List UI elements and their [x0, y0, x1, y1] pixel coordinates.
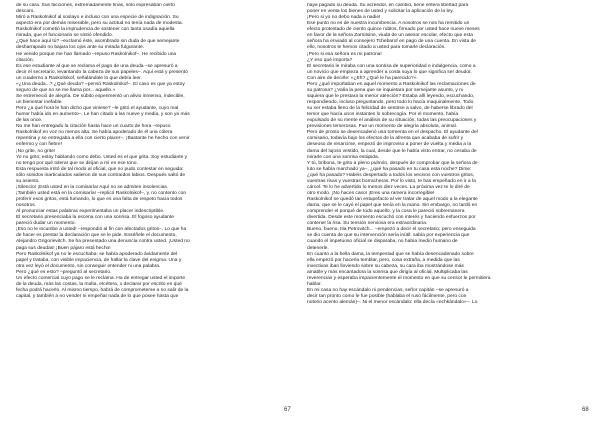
text-line: previsiones temerosas. Fue un momento de alegría absoluta, animal.: [307, 124, 458, 130]
text-line: mirarle con una sonrisa estúpida.: [307, 154, 380, 160]
text-line: En cuanto a la bella dama, la tempestad que se había desencadenado sobre: [307, 251, 474, 257]
text-line: dama del lujoso vestido, la cual, desde que le había visto entrar, no cesaba de: [307, 148, 477, 154]
text-line: de su cara. Sus facciones, extremadamente finas, sólo expresaban cierto: [16, 3, 176, 8]
text-line: de las once.: [16, 118, 43, 124]
text-line: Raskolnikof en voz no menos alta. Se había apoderado de él una cólera: [16, 130, 173, 136]
text-line: siquiera que le prestara la menor atención? Estaba allí leyendo, escuchando,: [307, 93, 475, 99]
text-line: Alejandro Grigorievitch. Se ha presentado una denuncia contra usted. ¡Usted no: [16, 239, 190, 245]
text-line: se dio cuenta de que su intervención sería inútil: sabía por experiencia que: [307, 233, 470, 239]
text-line: un cuaderno a Raskolnikof, señalándole lo que debía leer.: [16, 75, 142, 81]
text-line: deseoso de resarcirse, empezó de improviso a poner de vuelta y media a la: [307, 142, 472, 148]
text-line: «¿Una deuda...? ¿Qué deuda? –pensó Raskolnikof–. El caso es que ya estoy: [16, 81, 185, 87]
text-line: Yo no grito; estoy hablando como debo. Usted es el que grita. Soy estudiante y: [16, 154, 188, 160]
text-line: su patrona? ¿Valía la pena que se inquietara por semejante asunto, y ni: [307, 87, 463, 93]
text-line: divertida. Desde este momento escuchó con interés y haciendo esfuerzos por: [307, 215, 476, 221]
text-line: El secretario le miraba con una sonrisa de superioridad e indulgencia, como a: [307, 63, 476, 69]
text-line: reverencias y esperaba impacientemente el momento en que su censor le permitiera: [307, 275, 491, 281]
text-line: haya pagado su deuda. Su acreedor, en cambio, tiene entera libertad para: [307, 3, 469, 8]
text-line: ¡Silencio! ¡Está usted en la comisaría! Aquí no se admiten insolencias.: [16, 184, 169, 190]
text-line: Raskolnikof cometió la imprudencia de sostener con tanta osadía aquella: [16, 27, 175, 33]
text-line: Raskolnikof se quedó tan estupefacto al ver tratar de aquel modo a la elegante: [307, 197, 478, 202]
text-line: Al pronunciar estas palabras experimentaba un placer indescriptible.: [16, 209, 165, 215]
text-line: otra vez leyó el documento, sin conseguir entender ni una palabra.: [16, 263, 161, 269]
text-line: ello, nosotros le hemos citado a usted para tomarle declaración.: [307, 45, 446, 51]
text-line: papel y trataba, con visible impaciencia, de hallar la clave del enigma. Una y: [16, 257, 182, 263]
text-line: hablar.: [307, 281, 322, 287]
text-line: Pero Raskolnikof ya no le escuchaba: se había apoderado ávidamente del: [16, 251, 178, 257]
text-line: efecto protestado de ciento quince rublos, firmado por usted hace nueve meses: [307, 27, 480, 33]
text-line: Esta respuesta irritó de tal modo al oficial, que no pudo contestar en seguida:: [16, 166, 184, 172]
text-line: ¡No grite, no grite!: [16, 148, 56, 154]
text-line: señora ha enviado al consejero Tchebarof en pago de una cuenta. En vista de: [307, 39, 477, 45]
left-page-number: 67: [284, 407, 291, 413]
text-line: cárcel. Te lo he advertido lo menos diez veces. La próxima vez te lo diré de: [307, 184, 470, 190]
left-page-text: [16, 3, 289, 300]
text-line: Miró a Raskolnikof al soslayo e incluso con una especie de indignación. Su: [16, 15, 179, 21]
text-line: capital, y también a no vender ni empeñar nada de lo que posee hasta que: [16, 294, 179, 299]
text-line: detenerle.: [307, 245, 329, 251]
text-line: El secretario presenciaba la escena con una sonrisa. El fogoso ayudante: [16, 215, 174, 221]
text-line: invectivas iban lloviendo sobre su cabeza, su cara iba mostrándose más: [307, 263, 464, 269]
text-line: ¡Pero si yo no debo nada a nadie!: [307, 15, 381, 21]
text-line: No me han entregado la citación hasta hace un cuarto de hora –repuso: [16, 124, 171, 130]
text-line: ella empezó por hacerla temblar, pero, cosa extraña, a medida que las: [307, 257, 460, 263]
text-line: Es ese estudiante al que se reclama el pago de una deuda –se apresuró a: [16, 63, 178, 69]
right-page-text: [307, 3, 580, 306]
text-line: Un efecto comercial cuyo pago se le reclama. Ha de entregar usted el importe: [16, 275, 186, 281]
text-line: paga sus deudas! ¡Buen pájaro está hecho!: [16, 245, 111, 251]
text-line: En mi casa no hay escándalo ni pendencias, señor capitán –se apresuró a: [307, 287, 469, 293]
text-line: ¿Qué hace aquí tú? –exclamó éste, asombrado sin duda de que semejante: [16, 39, 180, 45]
text-line: respondiendo, incluso preguntando, pero todo lo hacía maquinalmente. Todo: [307, 100, 474, 105]
text-line: Se estremeció de alegría. De súbito experimentó un alivio inmenso, indecible,: [16, 93, 185, 99]
text-line: comprender el porqué de todo aquello, y la cosa le pareció sobremanera: [307, 209, 465, 215]
text-line: comisario, todavía bajo los efectos de la afrenta que acababa de sufrir y: [307, 136, 464, 142]
text-line: He venido porque me han llamado –repuso Raskolnikof–. He recibido una: [16, 51, 177, 57]
text-line: proferir esos gritos, está fumando, lo que es una falta de respeto hacia todos: [16, 197, 183, 202]
text-line: Con aire de decirle: «¿Eh? ¿Qué le ha parecido?».: [307, 75, 418, 81]
text-line: decir tan pronto como le fue posible (hablaba el ruso fácilmente, pero con: [307, 294, 467, 299]
text-line: otro modo. ¡No haces caso! ¡Eres una ramera incorregible!: [307, 190, 435, 196]
text-line: ¡Pero si esa señora es mi patrona!: [307, 51, 382, 57]
text-line: cuando el impetuoso oficial se disparaba, no había medio humano de: [307, 239, 458, 245]
text-line: temor que hacía unos instantes lo sobrecogía. Por el momento, había: [307, 112, 459, 118]
text-line: su asiento.: [16, 178, 40, 184]
text-line: enfermo y con fiebre!: [16, 142, 62, 148]
text-line: su ser estaba lleno de la felicidad de sentirse a salvo, de haberse librado del: [307, 106, 473, 112]
text-line: de hacer es prestar la declaración que se le pide. Enséñele el documento,: [16, 233, 177, 239]
text-line: dama, que se le cayó el papel que tenía en la mano. Sin embargo, no tardó en: [307, 203, 478, 209]
text-line: poner en venta los bienes de usted y solicitar la aplicación de la ley.: [307, 9, 454, 15]
text-line: en favor de la señora Zarnitsine, viuda de un asesor escolar, efecto que esta: [307, 33, 473, 39]
text-line: expulsado de su mente el análisis de su situación, todas las preocupaciones y: [307, 118, 477, 124]
text-line: vuestras risas y vuestras borracheras. Por lo visto, te has empeñado en ir a la: [307, 178, 476, 184]
text-line: ¡Eso no le incumbe a usted! –respondió al fin con afectados gritos–. Lo que ha: [16, 227, 187, 233]
text-line: amable y más encantadora la sonrisa que dirigía al oficial. Multiplicaba las: [307, 269, 468, 275]
text-line: repentina y se entregaba a ella con cierto placer–. ¡Bastante he hecho con venir: [16, 136, 190, 142]
text-line: Y tú, bribona, te grito a pleno pulmón, después de comprobar que la señora de: [307, 160, 478, 166]
text-line: Pero de pronto se desencadenó una tormenta en el despacho. El ayudante del: [307, 130, 478, 136]
text-line: pareció dudar un momento.: [16, 221, 76, 227]
text-line: un novicio que empieza a aprender a costa suya lo que significa ser deudor.: [307, 69, 472, 75]
text-line: ¡También usted está en la comisaría! –replicó Raskolnikof–, y, no contento con: [16, 190, 187, 196]
text-line: luto se había marchado ya–, ¿qué ha pasado en tu casa esta noche? Dime:: [307, 166, 472, 172]
text-line: ¿Y eso qué importa?: [307, 57, 353, 63]
text-line: aspecto era por demás miserable, pero su actitud no tenía nada de modesta.: [16, 21, 183, 27]
text-line: mirada, que el funcionario se sintió ofendido.: [16, 33, 114, 39]
text-line: contener la risa. Su tensión nerviosa era extraordinaria.: [307, 221, 428, 227]
text-line: Pero ¿a qué hora le han dicho que viniese? –le gritó el ayudante, cuyo mal: [16, 106, 179, 112]
right-page-number: 68: [582, 407, 589, 413]
text-line: Pero ¿qué es esto? –preguntó al secretario.: [16, 269, 112, 275]
text-line: sólo sonidos inarticulados salieron de sus contraídos labios. Después saltó de: [16, 172, 186, 178]
text-line: decir el secretario, levantando la cabeza de sus papeles–. Aquí está y presentó: [16, 69, 188, 75]
text-line: ¿qué ha pasado? Habéis despertado a todos los vecinos con vuestros gritos,: [307, 172, 475, 178]
right-page: [307, 3, 580, 401]
left-page: [16, 3, 289, 401]
text-line: Bueno, bueno, Ilia Petrovitch... –empezó a decir el secretario; pero enseguida: [307, 227, 476, 233]
text-line: un bienestar inefable.: [16, 100, 63, 105]
text-line: Pero ¿qué importaban en aquel momento a Raskolnikof las reclamaciones de: [307, 81, 476, 87]
text-line: notorio acento alemán)–. Ni el menor escándalo: ella decía «echkándalo»–. Lo: [307, 300, 478, 306]
text-line: desharrapado no bajara los ojos ante su mirada fulgurante.: [16, 45, 145, 51]
text-line: seguro de que no se me llama por... aquello.»: [16, 87, 116, 93]
text-line: descaro.: [16, 9, 35, 15]
text-line: de la deuda, más las costas, la multa, etcétera, o declarar por escrito en qué: [16, 281, 182, 287]
text-line: no tengo por qué tolerar que se dirijan a mí en ese tono.: [16, 160, 138, 166]
text-line: Ese punto no es de nuestra incumbencia. A nosotros se nos ha remitido un: [307, 21, 470, 27]
text-line: nosotros.: [16, 203, 37, 209]
text-line: citación.: [16, 57, 34, 63]
text-line: fecha podrá hacerlo. Al mismo tiempo, habrá de comprometerse a no salir de la: [16, 287, 189, 293]
text-line: humor había ido en aumento–. Le han citado a las nueve y media, y son ya más: [16, 112, 190, 118]
